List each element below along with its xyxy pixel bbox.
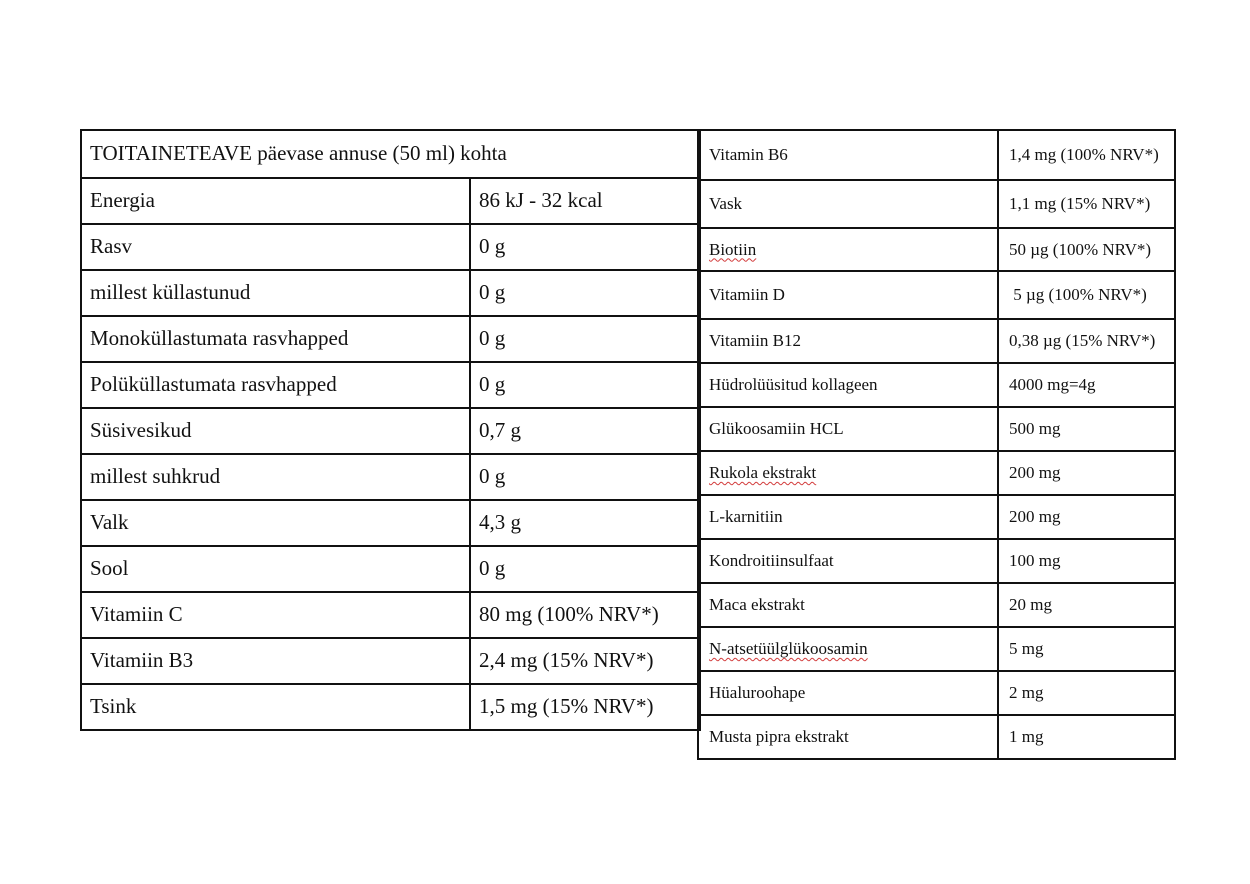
nutrient-name: millest suhkrud (81, 454, 470, 500)
table-row (81, 684, 700, 730)
ingredient-value: 1 mg (998, 715, 1175, 759)
table-row (81, 500, 700, 546)
nutrient-name: Tsink (81, 684, 470, 730)
nutrient-name: Energia (81, 178, 470, 224)
table-row (81, 316, 700, 362)
table-row (698, 539, 1175, 583)
nutrient-name: Valk (81, 500, 470, 546)
table-row (698, 271, 1175, 319)
nutrient-value: 86 kJ - 32 kcal (470, 178, 700, 224)
nutrient-value: 0 g (470, 454, 700, 500)
ingredient-value: 4000 mg=4g (998, 363, 1175, 407)
ingredient-name (698, 627, 998, 671)
ingredient-value: 1,1 mg (15% NRV*) (998, 180, 1175, 228)
nutrient-name: Rasv (81, 224, 470, 270)
ingredient-value: 0,38 µg (15% NRV*) (998, 319, 1175, 363)
nutrient-value: 4,3 g (470, 500, 700, 546)
table-row (81, 592, 700, 638)
ingredient-name: Musta pipra ekstrakt (698, 715, 998, 759)
table-row (81, 270, 700, 316)
table-row (698, 228, 1175, 271)
ingredient-value: 5 mg (998, 627, 1175, 671)
nutrient-value: 0 g (470, 546, 700, 592)
ingredient-name: Hüaluroohape (698, 671, 998, 715)
nutrient-name: Sool (81, 546, 470, 592)
nutrient-name: Vitamiin C (81, 592, 470, 638)
nutrient-value: 80 mg (100% NRV*) (470, 592, 700, 638)
nutrient-value: 0 g (470, 270, 700, 316)
table-row (81, 362, 700, 408)
ingredient-name: Vitamin B6 (698, 130, 998, 180)
table-row (698, 130, 1175, 180)
table-row (698, 495, 1175, 539)
table-row (698, 715, 1175, 759)
ingredient-name: Vask (698, 180, 998, 228)
nutrition-table-left (80, 129, 701, 731)
table-row (698, 583, 1175, 627)
nutrient-value: 1,5 mg (15% NRV*) (470, 684, 700, 730)
ingredient-name: L-karnitiin (698, 495, 998, 539)
table-row (698, 671, 1175, 715)
ingredient-value: 200 mg (998, 495, 1175, 539)
nutrition-table-right (697, 129, 1176, 760)
ingredient-value: 5 µg (100% NRV*) (998, 271, 1175, 319)
table-row (698, 363, 1175, 407)
nutrient-name: Vitamiin B3 (81, 638, 470, 684)
ingredient-value: 1,4 mg (100% NRV*) (998, 130, 1175, 180)
nutrient-value: 0,7 g (470, 408, 700, 454)
ingredient-value: 100 mg (998, 539, 1175, 583)
table-row (698, 451, 1175, 495)
table-row (81, 638, 700, 684)
nutrient-value: 0 g (470, 316, 700, 362)
ingredient-value: 500 mg (998, 407, 1175, 451)
nutrient-name: millest küllastunud (81, 270, 470, 316)
ingredient-name: Vitamiin B12 (698, 319, 998, 363)
ingredient-value: 2 mg (998, 671, 1175, 715)
ingredient-name: Kondroitiinsulfaat (698, 539, 998, 583)
table-row (81, 178, 700, 224)
table-title: TOITAINETEAVE päevase annuse (50 ml) kohta (81, 130, 700, 178)
nutrient-value: 0 g (470, 224, 700, 270)
ingredient-name: Hüdrolüüsitud kollageen (698, 363, 998, 407)
ingredient-name-text: Biotiin (709, 239, 757, 259)
table-row (81, 408, 700, 454)
ingredient-name: Vitamiin D (698, 271, 998, 319)
ingredient-value: 20 mg (998, 583, 1175, 627)
table-row (81, 224, 700, 270)
ingredient-name (698, 451, 998, 495)
nutrient-name: Süsivesikud (81, 408, 470, 454)
ingredient-name-text: N-atsetüülglükoosamin (709, 639, 868, 659)
nutrient-value: 2,4 mg (15% NRV*) (470, 638, 700, 684)
table-row (698, 407, 1175, 451)
ingredient-name-text: Rukola ekstrakt (709, 463, 817, 483)
nutrient-name: Polüküllastumata rasvhapped (81, 362, 470, 408)
nutrient-name: Monoküllastumata rasvhapped (81, 316, 470, 362)
table-row (698, 180, 1175, 228)
ingredient-value: 200 mg (998, 451, 1175, 495)
table-title-row (81, 130, 700, 178)
table-row (81, 546, 700, 592)
ingredient-value: 50 µg (100% NRV*) (998, 228, 1175, 271)
ingredient-name: Glükoosamiin HCL (698, 407, 998, 451)
table-row (698, 319, 1175, 363)
nutrient-value: 0 g (470, 362, 700, 408)
table-row (81, 454, 700, 500)
table-row (698, 627, 1175, 671)
ingredient-name: Maca ekstrakt (698, 583, 998, 627)
ingredient-name (698, 228, 998, 271)
